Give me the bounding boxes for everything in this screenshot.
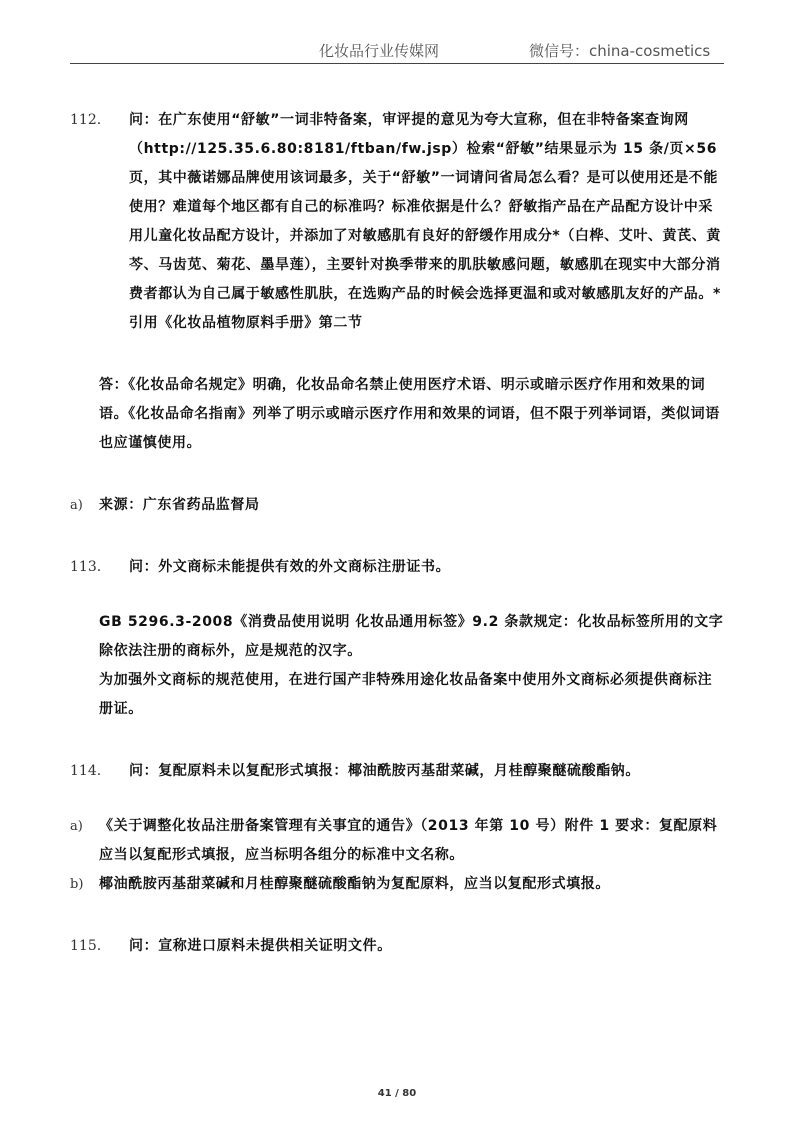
- list-text: 椰油酰胺丙基甜菜碱和月桂醇聚醚硫酸酯钠为复配原料，应当以复配形式填报。: [99, 876, 610, 892]
- answer-113-para1: GB 5296.3-2008《消费品使用说明 化妆品通用标签》9.2 条款规定：化妆品标签所用的文字除依法注册的商标外，应是规范的汉字。: [99, 614, 724, 659]
- site-name: 化妆品行业传媒网: [319, 42, 440, 60]
- question-text: 问：外文商标未能提供有效的外文商标注册证书。: [129, 559, 451, 575]
- question-text: 问：宣称进口原料未提供相关证明文件。: [129, 938, 392, 954]
- question-number: 113.: [70, 559, 102, 575]
- answer-113-para2: 为加强外文商标的规范使用，在进行国产非特殊用途化妆品备案中使用外文商标必须提供商标注册证。: [99, 672, 713, 717]
- answer-114-b: [70, 870, 724, 899]
- page-header: [70, 0, 724, 64]
- list-text: 《关于调整化妆品注册备案管理有关事宜的通告》（2013 年第 10 号）附件 1 要求：复配原料应当以复配形式填报，应当标明各组分的标准中文名称。: [99, 818, 718, 863]
- question-113: [70, 553, 724, 582]
- question-112: [70, 106, 724, 338]
- question-115: [70, 932, 724, 961]
- page-number: 41 / 80: [377, 1088, 417, 1099]
- wechat-id: 微信号：china-cosmetics: [529, 42, 711, 60]
- answer-114-a: [70, 812, 724, 870]
- list-label: a): [70, 819, 83, 834]
- question-text: 问：复配原料未以复配形式填报：椰油酰胺丙基甜菜碱，月桂醇聚醚硫酸酯钠。: [129, 763, 640, 779]
- question-114: [70, 757, 724, 786]
- question-number: 112.: [70, 112, 102, 128]
- question-number: 115.: [70, 938, 102, 954]
- source-112: [70, 491, 724, 520]
- question-number: 114.: [70, 763, 102, 779]
- answer-112: 答：《化妆品命名规定》明确，化妆品命名禁止使用医疗术语、明示或暗示医疗作用和效果的词语。《化妆品命名指南》列举了明示或暗示医疗作用和效果的词语，但不限于列举词语，类似词语也应谨慎使用。: [99, 377, 720, 451]
- question-text: 问：在广东使用“舒敏”一词非特备案，审评提的意见为夸大宣称，但在非特备案查询网（http://125.35.6.80:8181/ftban/fw.jsp）检索“舒敏”结果显示为 15 条/页×56 页，其中薇诺娜品牌使用该词最多，关于“舒敏”一词请问省局怎么看？是可以使用还是不能使用？难道每个地区都有自己的标准吗？标准依据是什么？舒敏指产品在产品配方设计中采用儿童化妆品配方设计，并添加了对敏感肌有良好的舒缓作用成分*（白桦、艾叶、黄芪、黄芩、马齿苋、菊花、墨旱莲），主要针对换季带来的肌肤敏感问题，敏感肌在现实中大部分消费者都认为自己属于敏感性肌肤，在选购产品的时候会选择更温和或对敏感肌友好的产品。*引用《化妆品植物原料手册》第二节: [129, 112, 721, 331]
- list-label: a): [70, 498, 83, 513]
- list-label: b): [70, 877, 84, 892]
- document-body: [70, 106, 724, 961]
- source-text: 来源：广东省药品监督局: [99, 497, 260, 513]
